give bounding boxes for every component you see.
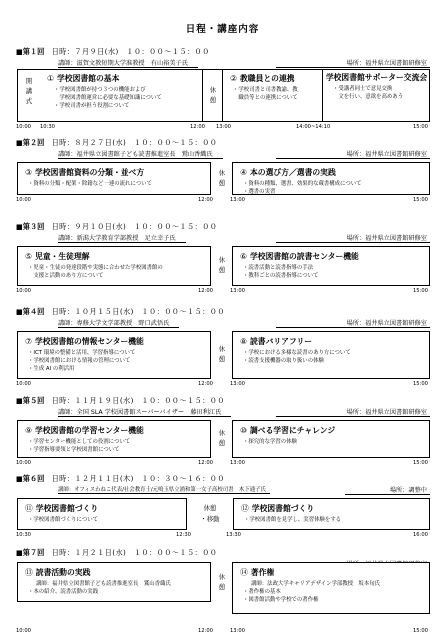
session-date: 日時：８月２７日(水) １０：００～１５：００ <box>51 138 218 147</box>
page-title: 日程・講座内容 <box>185 24 260 35</box>
session-header: ■第４回 日時：１０月１５日(水) １０：００～１５：００ <box>16 307 225 316</box>
session-place: 場所：福井県立図書館研修室 <box>276 149 430 159</box>
lecture-block: ① 学校図書館の基本 ・学校図書館が持つ３つの機能および 学校図書館運営に必要な基礎知識について ・学校司書が担う役割について <box>40 69 203 122</box>
break-label: 休 憩 <box>218 573 226 591</box>
time-label: 12:00 <box>198 628 213 634</box>
time-label: 12:30 <box>176 532 191 538</box>
lecture-block: ⑭ 著作権 講師：法政大学キャリアデザイン学部教授 坂本旬氏 ・著作権の基本 ・図書館活動や学校での著作権 <box>232 562 430 614</box>
time-label: 10:00 <box>16 197 31 203</box>
time-label: 14:00~14:10 <box>296 124 331 130</box>
lecture-block: ⑤ 児童・生徒理解 ・児童・生徒の発達段階や実態に合わせた学校図書館の 支援と活動のあり方について <box>17 246 211 286</box>
time-label: 13:00 <box>230 460 245 466</box>
session-lecturer: 講師：オフィスわねこ代表/社会教育士/元鳴玉県立浦和第一女子高校司書 木下通子氏 <box>58 485 270 494</box>
schedule-box <box>17 69 430 122</box>
session-place: 場所：福井県立図書館研修室 <box>276 58 430 68</box>
time-label: 13:30 <box>226 532 241 538</box>
time-label: 10:00 <box>16 381 31 387</box>
lecture-block: ⑥ 学校図書館の読書センター機能 ・読書活動と読書指導の手法 ・教科ごとの読書指導について <box>232 246 430 286</box>
time-label: 10:00 <box>16 460 31 466</box>
lecture-block: ⑫ 学校図書館づくり ・学校図書館を見学し、実習体験をする <box>233 498 430 530</box>
time-label: 12:00 <box>190 124 205 130</box>
break-label: 休 憩 <box>218 169 226 187</box>
time-label: 12:00 <box>198 381 213 387</box>
time-label: 16:00 <box>413 532 428 538</box>
lecture-block: ⑨ 学校図書館の学習センター機能 ・学習センター機能としての役割について ・学習指導要領と学校図書館について <box>17 420 211 458</box>
time-label: 15:00 <box>413 197 428 203</box>
time-label: 10:30 <box>16 532 31 538</box>
time-label: 13:00 <box>216 124 231 130</box>
lecture-lecturer: 講師：福井県立図書館子ども読書推進室長 鷲山香織氏 <box>36 581 171 587</box>
session-header: ■第３回 日時：９月１０日(水) １０：００～１５：００ <box>16 222 218 231</box>
time-label: 10:00 <box>16 288 31 294</box>
session-lecturer: 講師：全国 SLA 学校図書館スーパーバイザー 藤田利江氏 <box>58 407 231 417</box>
break-label: 休 憩 <box>218 345 226 363</box>
lecture-block: ⑧ 読書バリアフリー ・学校における多様な読書のあり方について ・読書支援機器の取り扱いの体験 <box>232 331 430 379</box>
lecture-block: ④ 本の選び方／選書の実践 ・資料の種類、選書、効果的な蔵書構成について ・選書の実習 <box>232 162 430 195</box>
session-date: 日時：１０月１５日(水) １０：００～１５：００ <box>51 307 225 316</box>
session-header: ■第１回 日時：７月９日(水) １０：００～１５：００ <box>16 47 210 56</box>
session-lecturer: 講師：専修大学文学部教授 野口武悟氏 <box>58 318 179 328</box>
lecture-block: ⑬ 読書活動の実践 講師：福井県立図書館子ども読書推進室長 鷲山香織氏 ・本の紹介、読書活動の実践 <box>17 562 211 602</box>
session-header: ■第６回 日時：１２月１１日(木) １０：３０～１６：００ <box>16 474 225 483</box>
time-label: 12:00 <box>198 197 213 203</box>
time-label: 10:00 <box>16 628 31 634</box>
time-label: 15:00 <box>413 460 428 466</box>
time-label: 10:30 <box>40 124 55 130</box>
session-date: 日時：１１月１９日(水) １０：００～１５：００ <box>51 396 225 405</box>
session-date: 日時：１月２１日(水) １０：００～１５：００ <box>51 548 218 557</box>
session-date: 日時：７月９日(水) １０：００～１５：００ <box>51 47 210 56</box>
lecture-block: ⑩ 調べる学習にチャレンジ ・探究的な学習の体験 <box>232 420 430 458</box>
time-label: 13:00 <box>230 628 245 634</box>
time-label: 10:00 <box>16 124 31 130</box>
session-lecturer: 講師：福井県立図書館子ども読書推進室長 鷲山香織氏 <box>58 149 223 159</box>
time-label: 15:00 <box>413 628 428 634</box>
lecture-lecturer: 講師：法政大学キャリアデザイン学部教授 坂本旬氏 <box>251 581 380 587</box>
opening-ceremony: 開 講 式 <box>25 77 33 105</box>
session-date: 日時：９月１０日(水) １０：００～１５：００ <box>51 222 218 231</box>
session-header: ■第７回 日時：１月２１日(水) １０：００～１５：００ <box>16 548 218 557</box>
time-label: 12:00 <box>198 288 213 294</box>
session-place: 場所：調整中 <box>345 485 430 495</box>
break-label: 休 憩 <box>209 86 217 104</box>
lecture-block: 学校図書館サポーター交流会 ・受講者同士で意見交換 文を行い、意欲を高めあう <box>325 73 428 100</box>
break-label: 休 憩 <box>218 429 226 447</box>
session-header: ■第２回 日時：８月２７日(水) １０：００～１５：００ <box>16 138 218 147</box>
lecture-block: ⑪ 学校図書館づくり ・学校図書館づくりについて <box>17 498 187 530</box>
lecture-block: ⑦ 学校図書館の情報センター機能 ・ICT 環境の整備と活用、学習指導について ・学校図書館における情報の管理について ・生成 AI の利活用 <box>17 331 211 379</box>
time-label: 13:00 <box>230 381 245 387</box>
time-label: 12:00 <box>198 460 213 466</box>
time-label: 15:00 <box>413 288 428 294</box>
session-header: ■第５回 日時：１１月１９日(水) １０：００～１５：００ <box>16 396 225 405</box>
time-label: 15:00 <box>413 124 428 130</box>
session-place: 場所：福井県立図書館研修室 <box>276 318 430 328</box>
lecture-block: ③ 学校図書館資料の分類・並べ方 ・資料の分類・配架・除籍など一連の流れについて <box>17 162 211 195</box>
break-label: 休憩 ・移動 <box>200 504 220 523</box>
time-label: 13:00 <box>230 197 245 203</box>
time-label: 13:00 <box>230 288 245 294</box>
break-label: 休 憩 <box>218 256 226 274</box>
session-place: 場所：福井県立図書館研修室 <box>276 407 430 417</box>
session-lecturer: 講師：新潟大学教育学部教授 足立幸子氏 <box>58 233 186 243</box>
session-date: 日時：１２月１１日(木) １０：３０～１６：００ <box>51 474 225 483</box>
session-place: 場所：福井県立図書館研修室 <box>276 233 430 243</box>
lecture-block: ② 教職員との連携 ・学校司書と司書教諭、教 職員等との連携について <box>222 69 323 122</box>
session-lecturer: 講師：滋賀文教短期大学准教授 有山裕美子氏 <box>58 58 198 68</box>
time-label: 15:00 <box>413 381 428 387</box>
